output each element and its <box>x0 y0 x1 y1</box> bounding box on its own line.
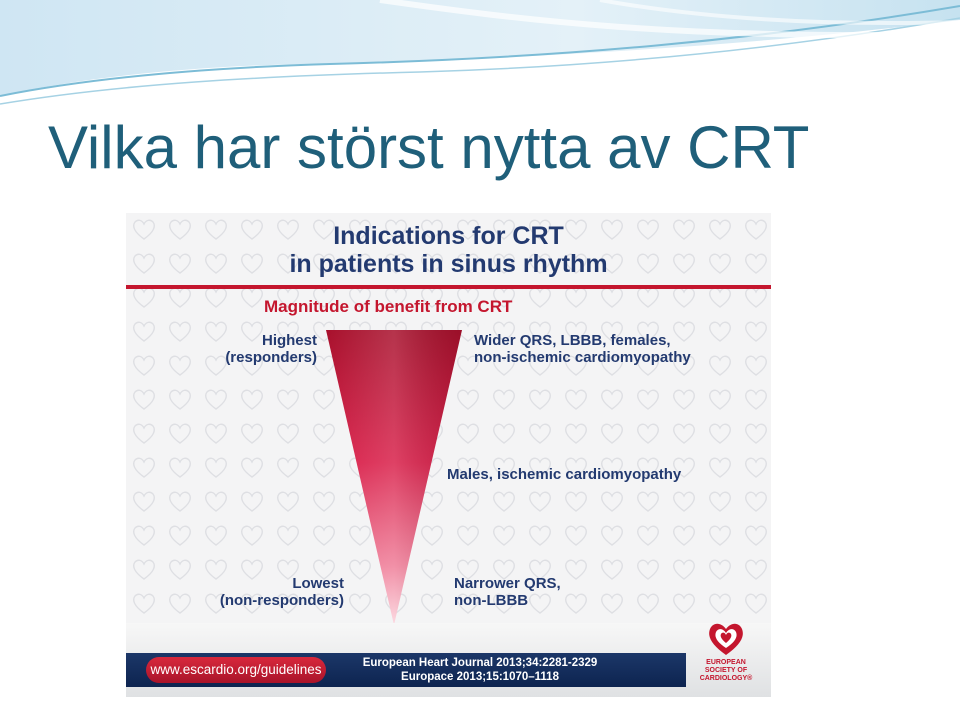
figure-title-line-1: Indications for CRT <box>333 222 564 250</box>
esc-logo-line-3: CARDIOLOGY® <box>699 675 753 682</box>
slide-title: Vilka har störst nytta av CRT <box>48 114 810 181</box>
lowest-line-2: (non-responders) <box>219 592 344 609</box>
narrower-line-2: non-LBBB <box>454 592 529 609</box>
wider-line-1: Wider QRS, LBBB, females, <box>474 332 671 349</box>
lowest-line-1: Lowest <box>292 575 344 592</box>
highest-line-1: Highest <box>261 332 317 349</box>
figure-title-line-2: in patients in sinus rhythm <box>289 250 608 278</box>
esc-logo-line-1: EUROPEAN <box>706 659 746 666</box>
esc-logo-text <box>684 659 768 683</box>
esc-logo-line-2: SOCIETY OF <box>704 667 748 674</box>
esc-heart-logo-icon <box>704 618 748 658</box>
title-divider <box>126 285 771 289</box>
lowest-nonresponders-label <box>220 575 344 609</box>
magnitude-label: Magnitude of benefit from CRT <box>264 297 513 316</box>
reference-ehj: European Heart Journal 2013;34:2281-2329 <box>362 657 598 669</box>
benefit-gradient-triangle <box>326 327 466 627</box>
males-ischemic-label: Males, ischemic cardiomyopathy <box>447 466 682 483</box>
highest-responders-label <box>225 332 317 366</box>
highest-line-2: (responders) <box>225 349 317 366</box>
wider-line-2: non-ischemic cardiomyopathy <box>474 349 691 366</box>
header-wave-decoration <box>0 0 960 110</box>
crt-indications-figure <box>126 213 771 697</box>
wider-qrs-label <box>474 332 691 366</box>
narrower-qrs-label <box>454 575 561 609</box>
guidelines-url-link[interactable]: www.escardio.org/guidelines <box>146 657 326 683</box>
narrower-line-1: Narrower QRS, <box>454 575 561 592</box>
reference-europace: Europace 2013;15:1070–1118 <box>401 671 559 683</box>
